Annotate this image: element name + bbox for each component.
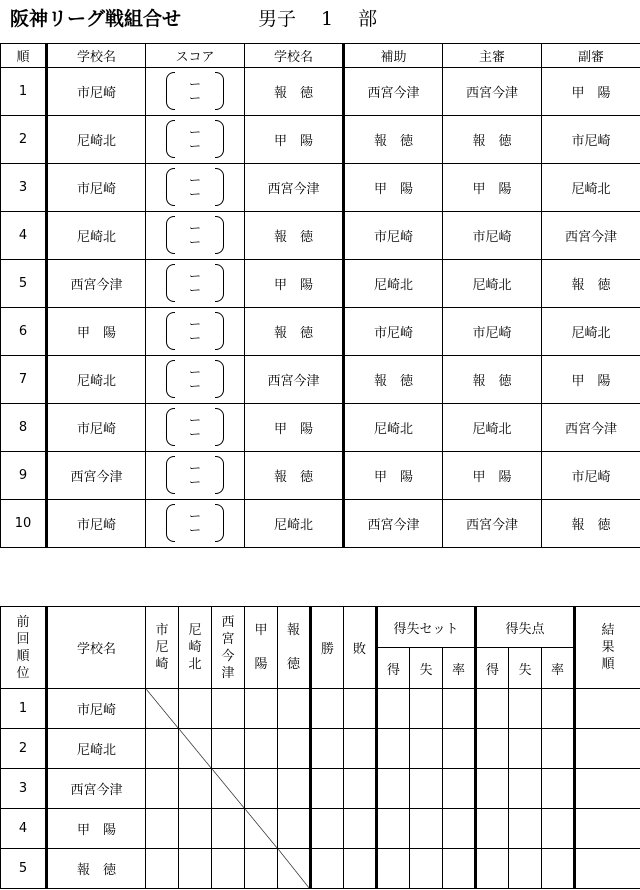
standings-school: 報 徳: [47, 849, 146, 889]
score-dash-bottom: ー: [188, 234, 201, 249]
school-b: 甲 陽: [245, 260, 344, 308]
result-cell[interactable]: [278, 689, 311, 729]
header-school-a: 学校名: [47, 44, 146, 68]
result-cell[interactable]: [146, 809, 179, 849]
schedule-row: [1, 260, 640, 308]
school-a: 尼崎北: [47, 116, 146, 164]
schedule-header-row: [1, 44, 640, 68]
school-a: 西宮今津: [47, 452, 146, 500]
prev-rank-value: 1: [1, 689, 47, 729]
set-gain-cell[interactable]: [377, 769, 410, 809]
opponent-char: 報: [286, 623, 300, 638]
match-number: 2: [1, 116, 47, 164]
losses-cell[interactable]: [344, 729, 377, 769]
result-cell[interactable]: [212, 689, 245, 729]
result-cell[interactable]: [212, 809, 245, 849]
set-lost-cell[interactable]: [410, 729, 443, 769]
set-lost-cell[interactable]: [410, 769, 443, 809]
score-brackets[interactable]: [166, 406, 224, 446]
opponent-char: [245, 639, 277, 656]
referee-school: 尼崎北: [443, 260, 542, 308]
score-cell: [146, 452, 245, 500]
school-a: 西宮今津: [47, 260, 146, 308]
prev-rank-value: 4: [1, 809, 47, 849]
self-match-diagonal: [179, 729, 212, 769]
score-dash-bottom: ー: [188, 282, 201, 297]
referee-school: 甲 陽: [443, 452, 542, 500]
result-cell[interactable]: [179, 689, 212, 729]
school-b: 報 徳: [245, 452, 344, 500]
score-dash-top: ー: [188, 508, 201, 523]
result-cell[interactable]: [212, 729, 245, 769]
point-rate-cell[interactable]: [542, 769, 575, 809]
point-gain-cell[interactable]: [476, 849, 509, 889]
score-dash-bottom: ー: [188, 474, 201, 489]
final-rank-cell[interactable]: [575, 729, 640, 769]
score-cell: [146, 116, 245, 164]
school-b: 報 徳: [245, 68, 344, 116]
result-cell[interactable]: [245, 729, 278, 769]
referee-school: 甲 陽: [443, 164, 542, 212]
school-b: 西宮今津: [245, 164, 344, 212]
score-cell: [146, 404, 245, 452]
set-gain-cell[interactable]: [377, 689, 410, 729]
point-gain-cell[interactable]: [476, 729, 509, 769]
point-lost-cell[interactable]: [509, 769, 542, 809]
prev-rank-char: 位: [16, 665, 30, 681]
school-b: 報 徳: [245, 308, 344, 356]
match-number: 1: [1, 68, 47, 116]
score-brackets[interactable]: [166, 262, 224, 302]
score-cell: [146, 212, 245, 260]
schedule-row: [1, 500, 640, 548]
referee-school: 西宮今津: [443, 68, 542, 116]
header-opponent-2: [179, 607, 212, 689]
match-number: 3: [1, 164, 47, 212]
sub-referee-school: 報 徳: [542, 260, 640, 308]
score-dash-bottom: ー: [188, 138, 201, 153]
set-rate-cell[interactable]: [443, 729, 476, 769]
schedule-row: [1, 164, 640, 212]
match-number: 4: [1, 212, 47, 260]
header-point-lost: 失: [509, 648, 542, 689]
self-match-diagonal: [245, 809, 278, 849]
header-referee: 主審: [443, 44, 542, 68]
wins-cell[interactable]: [311, 849, 344, 889]
result-cell[interactable]: [245, 769, 278, 809]
result-cell[interactable]: [179, 809, 212, 849]
schedule-row: [1, 356, 640, 404]
schedule-row: [1, 452, 640, 500]
set-lost-cell[interactable]: [410, 849, 443, 889]
opponent-char: 徳: [286, 657, 300, 672]
set-gain-cell[interactable]: [377, 729, 410, 769]
result-cell[interactable]: [146, 849, 179, 889]
header-opponent-5: [278, 607, 311, 689]
result-char: 順: [601, 657, 615, 672]
sub-referee-school: 尼崎北: [542, 308, 640, 356]
point-rate-cell[interactable]: [542, 849, 575, 889]
point-lost-cell[interactable]: [509, 729, 542, 769]
opponent-char: 陽: [254, 657, 268, 672]
header-set-group: 得失セット: [377, 607, 476, 648]
header-assist: 補助: [344, 44, 443, 68]
self-match-diagonal: [278, 849, 311, 889]
header-standings-school: 学校名: [47, 607, 146, 689]
set-rate-cell[interactable]: [443, 689, 476, 729]
score-brackets[interactable]: [166, 166, 224, 206]
assist-school: 甲 陽: [344, 164, 443, 212]
point-rate-cell[interactable]: [542, 689, 575, 729]
header-point-gain: 得: [476, 648, 509, 689]
losses-cell[interactable]: [344, 689, 377, 729]
opponent-char: 北: [188, 657, 202, 672]
set-rate-cell[interactable]: [443, 769, 476, 809]
header-set-gain: 得: [377, 648, 410, 689]
score-dash-top: ー: [188, 268, 201, 283]
opponent-char: 今: [221, 648, 235, 664]
referee-school: 報 徳: [443, 116, 542, 164]
header-point-group: 得失点: [476, 607, 575, 648]
final-rank-cell[interactable]: [575, 849, 640, 889]
point-rate-cell[interactable]: [542, 729, 575, 769]
score-brackets[interactable]: [166, 214, 224, 254]
school-a: 市尼崎: [47, 404, 146, 452]
score-dash-top: ー: [188, 124, 201, 139]
sub-referee-school: 市尼崎: [542, 452, 640, 500]
score-cell: [146, 356, 245, 404]
school-b: 尼崎北: [245, 500, 344, 548]
sub-referee-school: 尼崎北: [542, 164, 640, 212]
losses-cell[interactable]: [344, 849, 377, 889]
standings-school: 尼崎北: [47, 729, 146, 769]
header-opponent-4: [245, 607, 278, 689]
score-dash-top: ー: [188, 460, 201, 475]
match-number: 10: [1, 500, 47, 548]
score-cell: [146, 260, 245, 308]
score-dash-bottom: ー: [188, 90, 201, 105]
sub-referee-school: 市尼崎: [542, 116, 640, 164]
schedule-row: [1, 212, 640, 260]
header-point-rate: 率: [542, 648, 575, 689]
standings-row: [1, 769, 640, 809]
prev-rank-value: 5: [1, 849, 47, 889]
assist-school: 尼崎北: [344, 260, 443, 308]
school-a: 市尼崎: [47, 68, 146, 116]
schedule-row: [1, 116, 640, 164]
score-dash-bottom: ー: [188, 378, 201, 393]
wins-cell[interactable]: [311, 769, 344, 809]
prev-rank-char: 順: [16, 648, 30, 664]
score-cell: [146, 68, 245, 116]
standings-table: [0, 606, 640, 889]
match-number: 7: [1, 356, 47, 404]
header-sub-referee: 副審: [542, 44, 640, 68]
header-prev-rank: [1, 607, 47, 689]
result-char: 結: [601, 623, 615, 638]
header-win: 勝: [311, 607, 344, 689]
header-set-lost: 失: [410, 648, 443, 689]
standings-school: 甲 陽: [47, 809, 146, 849]
header-set-rate: 率: [443, 648, 476, 689]
opponent-char: 津: [221, 665, 235, 681]
schedule-row: [1, 68, 640, 116]
assist-school: 報 徳: [344, 356, 443, 404]
result-char: 果: [601, 640, 615, 655]
page-title: 阪神リーグ戦組合せ: [10, 8, 182, 30]
referee-school: 西宮今津: [443, 500, 542, 548]
match-number: 9: [1, 452, 47, 500]
opponent-char: 西: [221, 614, 235, 630]
standings-school: 西宮今津: [47, 769, 146, 809]
result-cell[interactable]: [146, 769, 179, 809]
school-a: 甲 陽: [47, 308, 146, 356]
prev-rank-char: 前: [16, 614, 30, 630]
school-a: 尼崎北: [47, 356, 146, 404]
division-title: 男子 1 部: [258, 8, 378, 30]
schedule-row: [1, 404, 640, 452]
header-school-b: 学校名: [245, 44, 344, 68]
header-result: [575, 607, 640, 689]
school-a: 市尼崎: [47, 500, 146, 548]
result-cell[interactable]: [212, 849, 245, 889]
result-cell[interactable]: [245, 849, 278, 889]
score-dash-top: ー: [188, 76, 201, 91]
set-rate-cell[interactable]: [443, 849, 476, 889]
opponent-char: 崎: [155, 657, 169, 672]
assist-school: 市尼崎: [344, 308, 443, 356]
opponent-char: 市: [155, 623, 169, 638]
assist-school: 報 徳: [344, 116, 443, 164]
standings-row: [1, 729, 640, 769]
header-order: 順: [1, 44, 47, 68]
standings-row: [1, 689, 640, 729]
score-dash-bottom: ー: [188, 522, 201, 537]
point-lost-cell[interactable]: [509, 849, 542, 889]
result-cell[interactable]: [278, 729, 311, 769]
header-opponent-1: [146, 607, 179, 689]
set-rate-cell[interactable]: [443, 809, 476, 849]
wins-cell[interactable]: [311, 689, 344, 729]
standings-row: [1, 809, 640, 849]
school-a: 市尼崎: [47, 164, 146, 212]
referee-school: 報 徳: [443, 356, 542, 404]
score-dash-top: ー: [188, 316, 201, 331]
opponent-char: 宮: [221, 631, 235, 647]
score-brackets[interactable]: [166, 70, 224, 110]
sub-referee-school: 報 徳: [542, 500, 640, 548]
assist-school: 西宮今津: [344, 500, 443, 548]
school-b: 報 徳: [245, 212, 344, 260]
opponent-char: 尼: [188, 623, 202, 638]
match-number: 8: [1, 404, 47, 452]
result-cell[interactable]: [179, 849, 212, 889]
point-gain-cell[interactable]: [476, 689, 509, 729]
assist-school: 西宮今津: [344, 68, 443, 116]
prev-rank-value: 2: [1, 729, 47, 769]
score-cell: [146, 308, 245, 356]
score-dash-top: ー: [188, 412, 201, 427]
assist-school: 尼崎北: [344, 404, 443, 452]
result-cell[interactable]: [146, 729, 179, 769]
school-b: 甲 陽: [245, 116, 344, 164]
schedule-row: [1, 308, 640, 356]
wins-cell[interactable]: [311, 809, 344, 849]
final-rank-cell[interactable]: [575, 689, 640, 729]
score-brackets[interactable]: [166, 502, 224, 542]
score-brackets[interactable]: [166, 358, 224, 398]
final-rank-cell[interactable]: [575, 769, 640, 809]
score-dash-top: ー: [188, 172, 201, 187]
opponent-char: 甲: [254, 623, 268, 638]
sub-referee-school: 甲 陽: [542, 68, 640, 116]
score-dash-bottom: ー: [188, 330, 201, 345]
sub-referee-school: 西宮今津: [542, 212, 640, 260]
set-gain-cell[interactable]: [377, 849, 410, 889]
opponent-char: [278, 639, 309, 656]
header-score: スコア: [146, 44, 245, 68]
score-dash-bottom: ー: [188, 186, 201, 201]
schedule-table: [0, 43, 640, 548]
self-match-diagonal: [146, 689, 179, 729]
result-cell[interactable]: [278, 769, 311, 809]
point-rate-cell[interactable]: [542, 809, 575, 849]
wins-cell[interactable]: [311, 729, 344, 769]
referee-school: 市尼崎: [443, 212, 542, 260]
standings-row: [1, 849, 640, 889]
score-cell: [146, 164, 245, 212]
opponent-char: 尼: [155, 640, 169, 655]
prev-rank-value: 3: [1, 769, 47, 809]
sub-referee-school: 甲 陽: [542, 356, 640, 404]
standings-school: 市尼崎: [47, 689, 146, 729]
score-brackets[interactable]: [166, 310, 224, 350]
point-gain-cell[interactable]: [476, 769, 509, 809]
final-rank-cell[interactable]: [575, 809, 640, 849]
self-match-diagonal: [212, 769, 245, 809]
losses-cell[interactable]: [344, 809, 377, 849]
score-brackets[interactable]: [166, 118, 224, 158]
point-lost-cell[interactable]: [509, 809, 542, 849]
score-dash-bottom: ー: [188, 426, 201, 441]
header-loss: 敗: [344, 607, 377, 689]
score-cell: [146, 500, 245, 548]
set-lost-cell[interactable]: [410, 809, 443, 849]
losses-cell[interactable]: [344, 769, 377, 809]
result-cell[interactable]: [245, 689, 278, 729]
match-number: 6: [1, 308, 47, 356]
school-a: 尼崎北: [47, 212, 146, 260]
prev-rank-char: 回: [16, 631, 30, 647]
score-dash-top: ー: [188, 220, 201, 235]
referee-school: 市尼崎: [443, 308, 542, 356]
set-gain-cell[interactable]: [377, 809, 410, 849]
score-brackets[interactable]: [166, 454, 224, 494]
match-number: 5: [1, 260, 47, 308]
referee-school: 尼崎北: [443, 404, 542, 452]
assist-school: 甲 陽: [344, 452, 443, 500]
result-cell[interactable]: [179, 769, 212, 809]
header-opponent-3: [212, 607, 245, 689]
point-gain-cell[interactable]: [476, 809, 509, 849]
school-b: 西宮今津: [245, 356, 344, 404]
point-lost-cell[interactable]: [509, 689, 542, 729]
school-b: 甲 陽: [245, 404, 344, 452]
sub-referee-school: 西宮今津: [542, 404, 640, 452]
set-lost-cell[interactable]: [410, 689, 443, 729]
assist-school: 市尼崎: [344, 212, 443, 260]
result-cell[interactable]: [278, 809, 311, 849]
opponent-char: 崎: [188, 640, 202, 655]
score-dash-top: ー: [188, 364, 201, 379]
